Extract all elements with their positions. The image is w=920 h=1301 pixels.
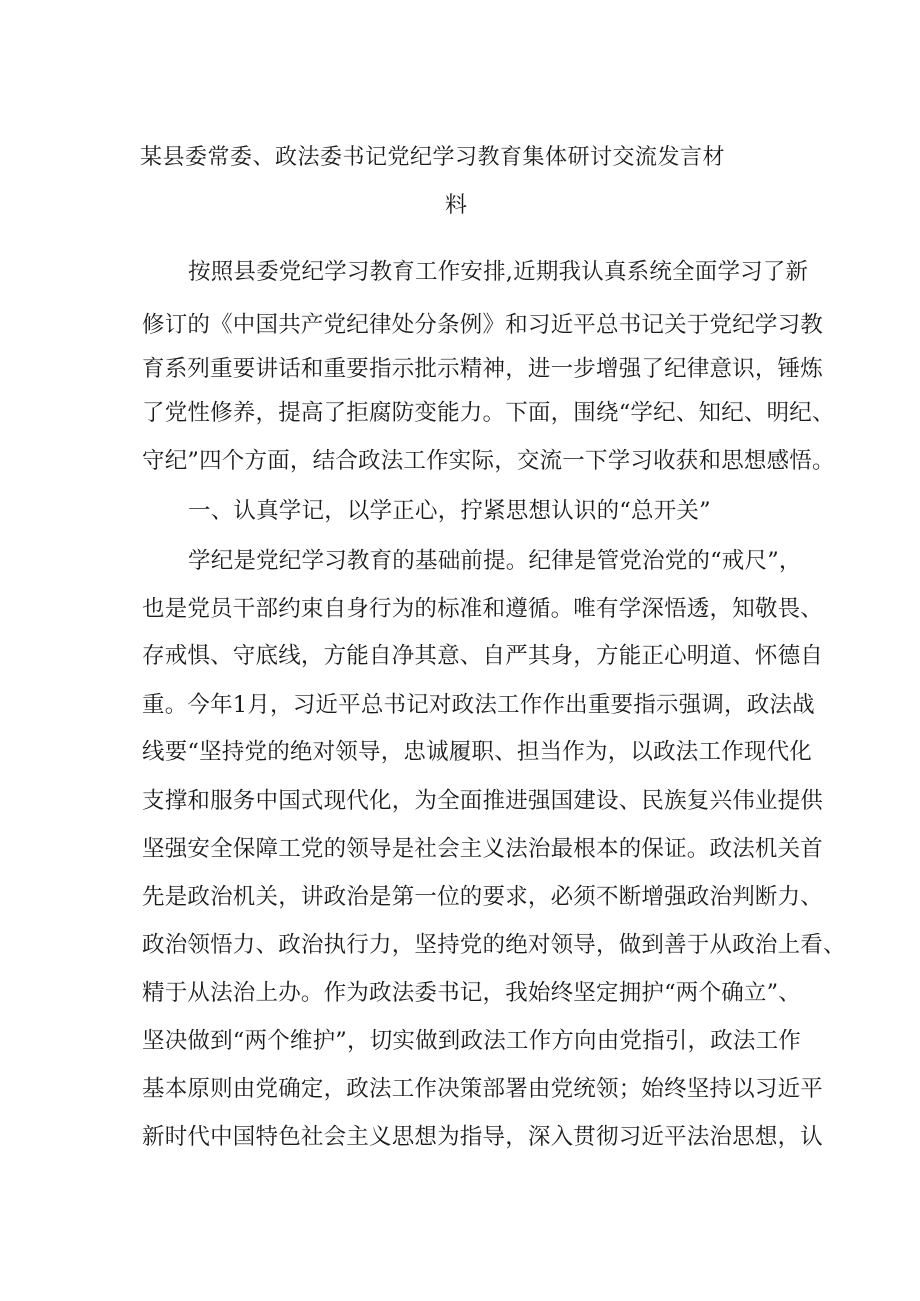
paragraph-line: 也是党员干部约束自身行为的标准和遵循。唯有学深悟透，知敬畏、: [142, 596, 824, 622]
paragraph-line: 守纪”四个方面，结合政法工作实际，交流一下学习收获和思想感悟。: [142, 448, 835, 474]
paragraph-line: 坚强安全保障工党的领导是社会主义法治最根本的保证。政法机关首: [142, 836, 824, 862]
paragraph-line: 坚决做到“两个维护”，切实做到政法工作方向由党指引，政法工作: [142, 1028, 802, 1054]
section-heading: 一、认真学记，以学正心，拧紧思想认识的“总开关”: [188, 498, 711, 524]
paragraph-line: 支撑和服务中国式现代化，为全面推进强国建设、民族复兴伟业提供: [142, 788, 824, 814]
document-title: 某县委常委、政法委书记党纪学习教育集体研讨交流发言材: [140, 145, 726, 170]
paragraph-line: 政治领悟力、政治执行力，坚持党的绝对领导，做到善于从政治上看、: [142, 932, 846, 958]
paragraph-line: 学纪是党纪学习教育的基础前提。纪律是管党治党的“戒尺”，: [188, 548, 802, 574]
paragraph-line: 育系列重要讲话和重要指示批示精神，进一步增强了纪律意识，锤炼: [142, 356, 824, 382]
paragraph-line: 精于从法治上办。作为政法委书记，我始终坚定拥护“两个确立”、: [142, 980, 802, 1006]
paragraph-line: 存戒惧、守底线，方能自净其意、自严其身，方能正心明道、怀德自: [142, 643, 824, 669]
paragraph-line: 了党性修养，提高了拒腐防变能力。下面，围绕“学纪、知纪、明纪、: [142, 400, 835, 426]
paragraph-line: 按照县委党纪学习教育工作安排,近期我认真系统全面学习了新: [188, 259, 809, 285]
document-title-continuation: 料: [445, 193, 468, 218]
paragraph-line: 修订的《中国共产党纪律处分条例》和习近平总书记关于党纪学习教: [142, 312, 824, 338]
paragraph-line: 新时代中国特色社会主义思想为指导，深入贯彻习近平法治思想，认: [142, 1124, 824, 1150]
paragraph-line: 重。今年1月，习近平总书记对政法工作作出重要指示强调，政法战: [142, 692, 815, 718]
paragraph-line: 先是政治机关，讲政治是第一位的要求，必须不断增强政治判断力、: [142, 884, 824, 910]
paragraph-line: 基本原则由党确定，政法工作决策部署由党统领；始终坚持以习近平: [142, 1076, 824, 1102]
paragraph-line: 线要“坚持党的绝对领导，忠诚履职、担当作为，以政法工作现代化: [142, 739, 813, 765]
